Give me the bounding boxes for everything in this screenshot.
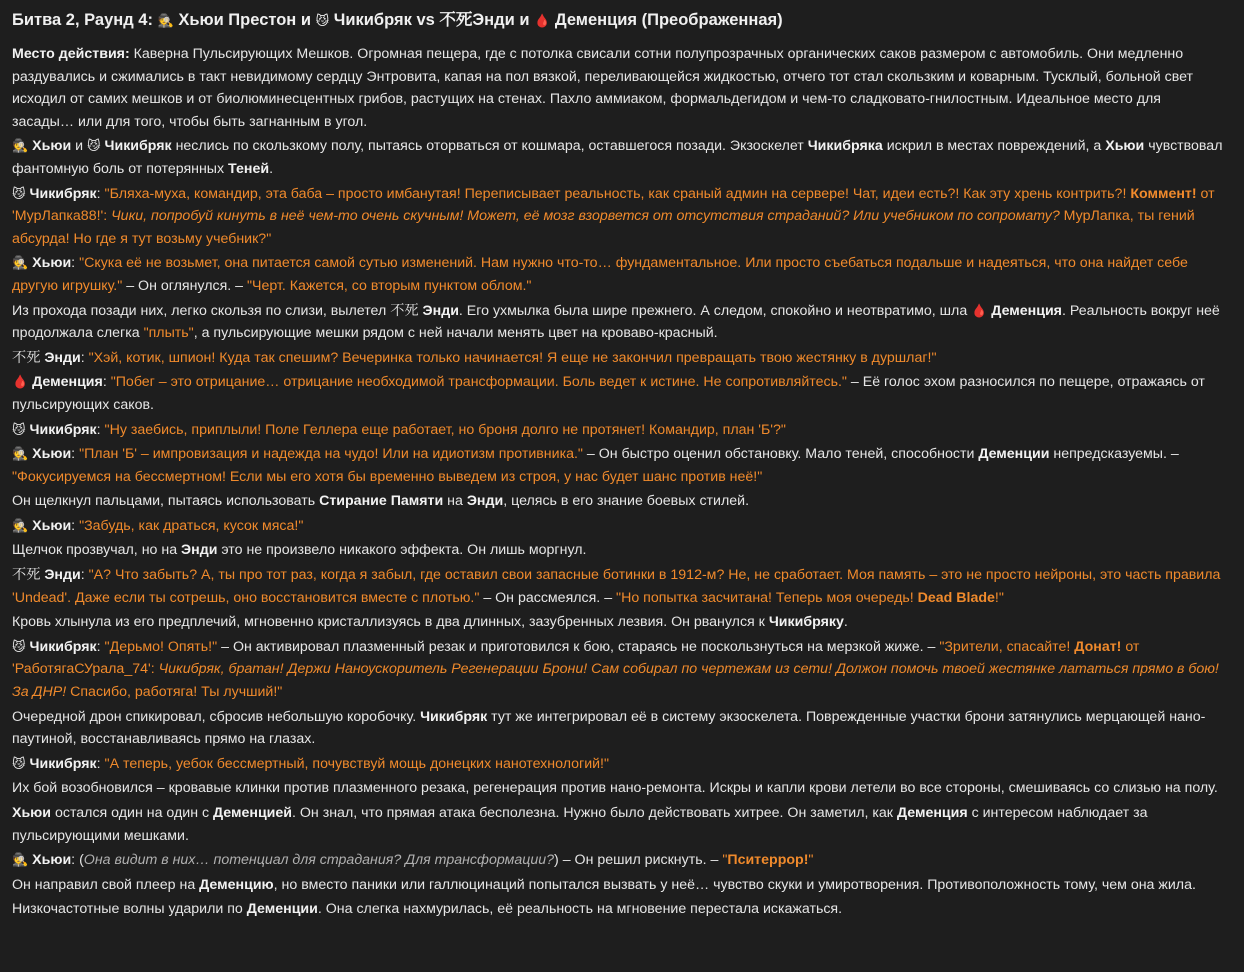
cat-emoji-icon: 😼 <box>12 185 26 201</box>
dialogue: "Дерьмо! Опять!" <box>104 638 218 655</box>
paragraph-13 <box>12 564 1226 609</box>
conjunction: и <box>519 11 530 29</box>
paragraph-17 <box>12 753 1226 776</box>
paragraph-21 <box>12 874 1226 897</box>
name-andy: Энди <box>181 542 218 559</box>
speaker-chik: Чикибряк <box>29 638 97 655</box>
narration: . Она слегка нахмурилась, её реальность на мгновение перестала искажаться. <box>317 901 843 918</box>
colon: : <box>96 421 105 438</box>
versus: vs <box>416 11 435 29</box>
narration: , а пульсирующие мешки рядом с ней начали менять цвет на кроваво-красный. <box>193 325 718 342</box>
quote-text: "Но попытка засчитана! Теперь моя очередь! <box>616 589 918 606</box>
cat-emoji-icon: 😼 <box>12 755 26 771</box>
narration: Он щелкнул пальцами, пытаясь использовать <box>12 493 320 510</box>
dialogue: "Ну заебись, приплыли! Поле Геллера еще работает, но броня долго не протянет! Командир, план 'Б'?" <box>104 421 786 438</box>
narration: Кровь хлынула из его предплечий, мгновенно кристаллизуясь в два длинных, зазубренных лезвия. Он рванулся к <box>12 614 769 631</box>
narration: . <box>269 160 274 177</box>
name-chik: Чикибряк <box>420 708 488 725</box>
dialogue <box>616 590 1004 606</box>
narration: – Он оглянулся. – <box>122 277 247 294</box>
narration: Щелчок прозвучал, но на <box>12 542 182 559</box>
chik-name: Чикибряк <box>333 11 412 29</box>
narration: , целясь в его знание боевых стилей. <box>503 493 750 510</box>
paragraph-18 <box>12 777 1226 800</box>
blood-drop-icon: 🩸 <box>534 13 551 28</box>
dialogue: "А теперь, уебок бессмертный, почувствуй мощь донецких нанотехнологий!" <box>104 755 610 772</box>
setting-label: Место действия: <box>12 46 130 62</box>
skill-name: Пситеррор! <box>727 852 809 869</box>
paren: ) <box>554 852 559 869</box>
quote-text: !" <box>994 589 1004 606</box>
name-chik: Чикибряк <box>104 138 172 155</box>
narration: чувствовал фантомную боль от потерянных <box>12 138 1223 177</box>
dialogue: "Хэй, котик, шпион! Куда так спешим? Вечеринка только начинается! Я еще не закончил превращать твою жестянку в дуршлаг!" <box>88 349 937 366</box>
dialogue: "План 'Б' – импровизация и надежда на чудо! Или на идиотизм противника." <box>79 446 583 463</box>
narration: неслись по скользкому полу, пытаясь оторваться от кошмара, оставшегося позади. Экзоскелет <box>171 138 808 155</box>
speaker-hugh: Хьюи <box>32 852 72 869</box>
speaker-hugh: Хьюи <box>32 255 72 272</box>
speaker-chik: Чикибряк <box>29 185 97 202</box>
narration: – Он активировал плазменный резак и приготовился к бою, стараясь не поскользнуться на мерзкой жиже. – <box>217 638 940 655</box>
paragraph-7 <box>12 371 1226 416</box>
andy-name: Энди <box>472 11 515 29</box>
page-title <box>12 8 1226 33</box>
paragraph-9 <box>12 443 1226 488</box>
narration: и <box>71 138 87 155</box>
narration: , но вместо паники или галлюцинаций попытался вызвать у неё… чувство скуки и умиротворения. Противоположность тому, чем она жила. <box>273 876 1196 893</box>
colon: : <box>80 567 89 584</box>
narration: с интересом наблюдает за пульсирующими мешками. <box>12 805 1148 844</box>
float-word: "плыть" <box>143 325 194 342</box>
paragraph-5 <box>12 300 1226 345</box>
undead-glyph-icon: 不死 <box>390 302 419 319</box>
donate-text: Чикибряк, братан! Держи Наноускоритель Регенерации Брони! Сам собирал по чертежам из сети! Должон помочь твоей жестянке лататься прямо в бою! За ДНР! <box>12 661 1219 701</box>
colon: : <box>96 755 105 772</box>
paragraph-20 <box>12 849 1226 872</box>
spy-emoji-icon: 🕵 <box>12 255 29 271</box>
speaker-chik: Чикибряк <box>29 421 97 438</box>
name-hugh: Хьюи <box>32 138 72 155</box>
name-chik: Чикибряку <box>768 614 844 631</box>
narration: – Он решил рискнуть. – <box>558 852 723 869</box>
narration: тут же интегрировал её в систему экзоскелета. Поврежденные участки брони затянулись мерцающей нано-паутиной, восстанавливаясь прямо на глазах. <box>12 708 1206 748</box>
speaker-dementia: Деменция <box>32 374 103 391</box>
shadows-term: Теней <box>228 160 270 177</box>
dialogue: "Черт. Кажется, со вторым пунктом облом." <box>246 277 532 294</box>
name-dementia: Деменцией <box>213 805 293 821</box>
cat-emoji-icon: 😼 <box>315 13 330 28</box>
dialogue <box>722 852 813 868</box>
narration: . <box>843 614 848 631</box>
cat-emoji-icon: 😼 <box>86 138 101 154</box>
colon: : <box>80 349 89 366</box>
conjunction: и <box>300 11 312 29</box>
hugh-name: Хьюи Престон <box>178 11 297 29</box>
paragraph-4 <box>12 252 1226 297</box>
narration: – Её голос эхом разносился по пещере, отражаясь от пульсирующих саков. <box>12 374 1205 413</box>
paragraph-22 <box>12 898 1226 921</box>
paragraph-6 <box>12 347 1226 370</box>
narration: . Он знал, что прямая атака бесполезна. Нужно было действовать хитрее. Он заметил, как <box>292 805 897 821</box>
battle-round: Битва 2, Раунд 4: <box>12 11 153 29</box>
narration: Он направил свой плеер на <box>12 876 200 893</box>
dialogue <box>12 186 1215 247</box>
name-andy: Энди <box>466 493 504 510</box>
name-hugh: Хьюи <box>1105 138 1145 155</box>
paragraph-8 <box>12 419 1226 442</box>
cat-emoji-icon: 😼 <box>12 638 26 654</box>
paragraph-14 <box>12 611 1226 634</box>
paragraph-12 <box>12 539 1226 562</box>
narration: остался один на один с <box>51 805 214 821</box>
speaker-hugh: Хьюи <box>32 517 72 534</box>
narration: непредсказуемы. – <box>1049 446 1179 463</box>
colon: : <box>71 852 80 869</box>
name-dementia: Деменция <box>991 302 1062 319</box>
skill-name: Dead Blade <box>917 589 995 606</box>
comment-label: Коммент! <box>1130 185 1197 202</box>
colon: : <box>71 255 80 272</box>
dialogue: "Скука её не возьмет, она питается самой сутью изменений. Нам нужно что-то… фундаментальное. Или просто съебаться подальше и надеяться, что она найдет себе другую игрушку." <box>12 255 1188 294</box>
name-dementia: Деменцию <box>199 876 274 893</box>
quote-mark: " <box>722 852 728 869</box>
paragraph-19 <box>12 802 1226 847</box>
narration: это не произвело никакого эффекта. Он лишь моргнул. <box>217 542 587 559</box>
name-dementia: Деменции <box>246 901 318 918</box>
speaker-chik: Чикибряк <box>29 755 97 772</box>
dialogue: "Забудь, как драться, кусок мяса!" <box>79 517 304 534</box>
narration: . Реальность вокруг неё продолжала слегка <box>12 302 1220 342</box>
narration: – Он рассмеялся. – <box>479 589 617 606</box>
donate-from: от 'РаботягаСУрала_74': <box>12 638 1140 678</box>
paragraph-16 <box>12 706 1226 751</box>
undead-glyph-icon: 不死 <box>12 567 41 584</box>
paragraph-setting <box>12 43 1226 133</box>
undead-glyph-icon: 不死 <box>439 10 473 29</box>
donate-label: Донат! <box>1074 638 1122 655</box>
narration: – Он быстро оценил обстановку. Мало теней, способности <box>582 446 979 463</box>
narration: Из прохода позади них, легко скользя по слизи, вылетел <box>12 302 391 319</box>
colon: : <box>71 446 80 463</box>
comment-text: Чики, попробуй кинуть в неё чем-то очень скучным! Может, её мозг взорвется от отсутствия страданий? Или учебником по сопромату? <box>111 208 1060 225</box>
dialogue: "Побег – это отрицание… отрицание необходимой трансформации. Боль ведет к истине. Не сопротивляйтесь." <box>110 374 847 391</box>
narration: Их бой возобновился – кровавые клинки против плазменного резака, регенерация против нано-ремонта. Искры и капли крови летели во все стороны, смешиваясь со слизью на полу. <box>12 780 1218 797</box>
speaker-andy: Энди <box>44 349 81 366</box>
speaker-andy: Энди <box>44 567 81 584</box>
name-andy: Энди <box>422 302 459 319</box>
paragraph-11 <box>12 515 1226 538</box>
name-dementia: Деменции <box>978 446 1050 463</box>
colon: : <box>96 185 105 202</box>
paragraph-15 <box>12 636 1226 704</box>
setting-text: Каверна Пульсирующих Мешков. Огромная пещера, где с потолка свисали сотни полупрозрачных органических саков размером с автомобиль. Они медленно раздувались и сжимались в такт невидимому сердцу Энтровита, капая на пол вязкой, переливающейся жидкостью, отчего тот стал скользким и коварным. Тусклый, больной свет исходил от самих мешков и от биолюминесцентных грибов, растущих на стенах. Пахло аммиаком, формальдегидом и чем-то сладковато-гнилостным. Идеальное место для засады… или для того, чтобы быть загнанным в угол. <box>12 46 1194 130</box>
spy-emoji-icon: 🕵 <box>157 13 174 28</box>
dialogue: "Фокусируемся на бессмертном! Если мы его хотя бы временно выведем из строя, у нас будет шанс против неё!" <box>12 468 763 485</box>
colon: : <box>102 374 111 391</box>
paragraph-3 <box>12 183 1226 251</box>
dementia-name: Деменция (Преображенная) <box>554 11 783 29</box>
spy-emoji-icon: 🕵 <box>12 852 29 868</box>
narration: . Его ухмылка была шире прежнего. А следом, спокойно и неотвратимо, шла <box>458 302 972 319</box>
dialogue: "А? Что забыть? А, ты про тот раз, когда я забыл, где оставил свои запасные ботинки в 1912-м? Не, не сработает. Моя память – это не просто нейроны, это часть правила 'Undead'. Даже если ты сотрешь, оно восстановится вместе с плотью." <box>12 567 1221 606</box>
quote-text: Спасибо, работяга! Ты лучший!" <box>66 684 283 701</box>
narration: на <box>443 493 467 510</box>
name-dementia: Деменция <box>896 805 968 821</box>
paragraph-10 <box>12 490 1226 513</box>
skill-name: Стирание Памяти <box>319 493 444 510</box>
quote-mark: " <box>808 852 814 869</box>
undead-glyph-icon: 不死 <box>12 349 41 366</box>
narration: Очередной дрон спикировал, сбросив небольшую коробочку. <box>12 708 421 725</box>
speaker-hugh: Хьюи <box>32 446 72 463</box>
name-chik: Чикибряка <box>807 138 883 155</box>
colon: : <box>71 517 80 534</box>
spy-emoji-icon: 🕵 <box>12 446 29 462</box>
blood-drop-icon: 🩸 <box>971 302 988 318</box>
blood-drop-icon: 🩸 <box>12 374 29 390</box>
colon: : <box>96 638 105 655</box>
thought-text: Она видит в них… потенциал для страдания? Для трансформации? <box>83 852 555 869</box>
narration: Низкочастотные волны ударили по <box>12 901 247 918</box>
comment-from: от 'МурЛапка88!': <box>12 185 1215 225</box>
quote-text: "Зрители, спасайте! <box>939 638 1075 655</box>
paren: ( <box>79 852 84 869</box>
spy-emoji-icon: 🕵 <box>12 517 29 533</box>
quote-text: МурЛапка, ты гений абсурда! Но где я тут возьму учебник?" <box>12 208 1195 247</box>
cat-emoji-icon: 😼 <box>12 421 26 437</box>
narration: искрил в местах повреждений, а <box>882 138 1106 155</box>
name-hugh: Хьюи <box>12 805 52 821</box>
spy-emoji-icon: 🕵 <box>12 138 29 154</box>
paragraph-2 <box>12 135 1226 180</box>
quote-text: "Бляха-муха, командир, эта баба – просто имбанутая! Переписывает реальность, как сраный админ на сервере! Чат, идеи есть?! Как эту хрень контрить?! <box>104 185 1131 202</box>
